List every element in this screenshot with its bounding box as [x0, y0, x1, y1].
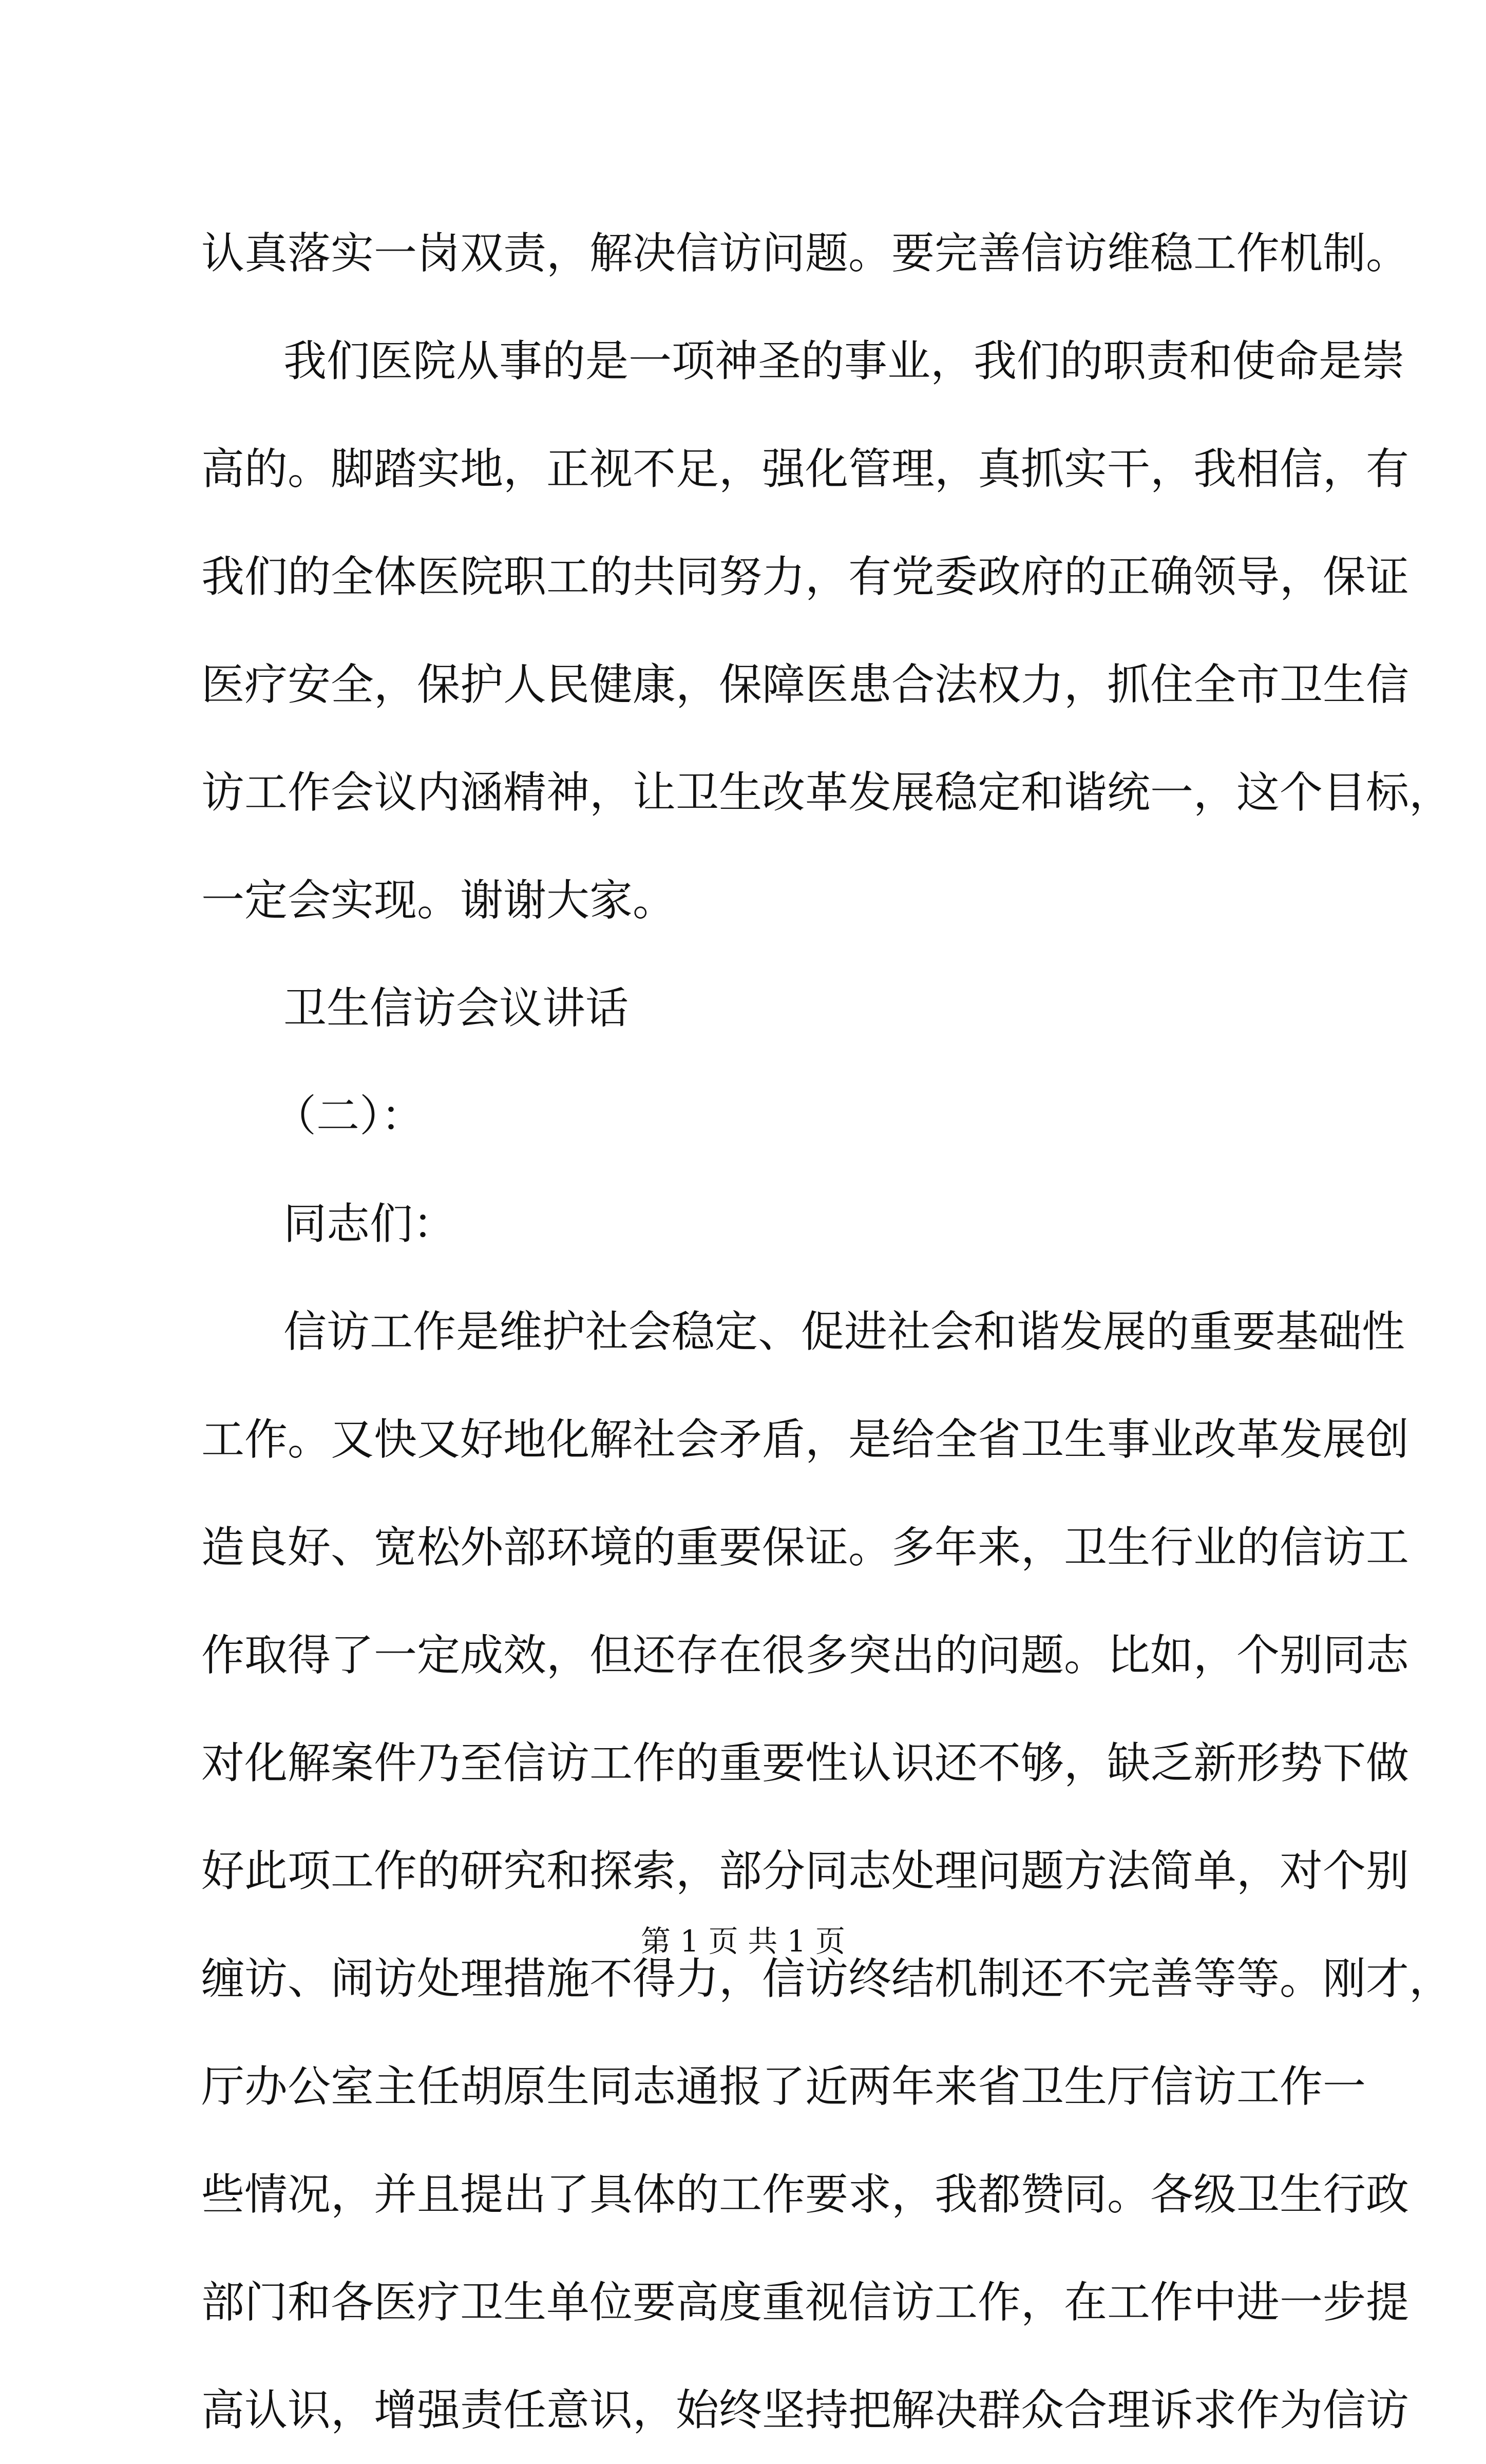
text-line: 我们的全体医院职工的共同努力，有党委政府的正确领导，保证 [201, 552, 1409, 602]
paragraph-start-line: 信访工作是维护社会稳定、促进社会和谐发展的重要基础性 [283, 1306, 1405, 1357]
text-line: 造良好、宽松外部环境的重要保证。多年来，卫生行业的信访工 [201, 1522, 1409, 1572]
section-number: （二）： [273, 1091, 425, 1141]
text-line: 对化解案件乃至信访工作的重要性认识还不够，缺乏新形势下做 [201, 1738, 1409, 1788]
text-line: 作取得了一定成效，但还存在很多突出的问题。比如，个别同志 [201, 1630, 1409, 1680]
section-title: 卫生信访会议讲话 [283, 983, 629, 1033]
text-line: 部门和各医疗卫生单位要高度重视信访工作，在工作中进一步提 [201, 2277, 1409, 2327]
text-line: 高的。脚踏实地，正视不足，强化管理，真抓实干，我相信，有 [201, 444, 1409, 494]
salutation: 同志们： [283, 1199, 456, 1249]
text-line: 认真落实一岗双责，解决信访问题。要完善信访维稳工作机制。 [201, 228, 1409, 278]
paragraph-end-line: 一定会实现。谢谢大家。 [201, 875, 676, 925]
text-line: 厅办公室主任胡原生同志通报了近两年来省卫生厅信访工作一 [201, 2061, 1366, 2112]
paragraph-start-line: 我们医院从事的是一项神圣的事业，我们的职责和使命是崇 [283, 336, 1405, 386]
text-line: 好此项工作的研究和探索，部分同志处理问题方法简单，对个别 [201, 1846, 1409, 1896]
text-line: 工作。又快又好地化解社会矛盾，是给全省卫生事业改革发展创 [201, 1414, 1409, 1465]
page-footer: 第 1 页 共 1 页 [641, 1924, 845, 1959]
text-line: 缠访、闹访处理措施不得力，信访终结机制还不完善等等。刚才， [201, 1954, 1453, 2004]
text-line: 高认识，增强责任意识，始终坚持把解决群众合理诉求作为信访 [201, 2385, 1409, 2435]
text-line: 些情况，并且提出了具体的工作要求，我都赞同。各级卫生行政 [201, 2169, 1409, 2220]
text-line: 医疗安全，保护人民健康，保障医患合法权力，抓住全市卫生信 [201, 659, 1409, 710]
document-body [201, 199, 1453, 2464]
text-line: 访工作会议内涵精神，让卫生改革发展稳定和谐统一，这个目标， [201, 767, 1453, 818]
